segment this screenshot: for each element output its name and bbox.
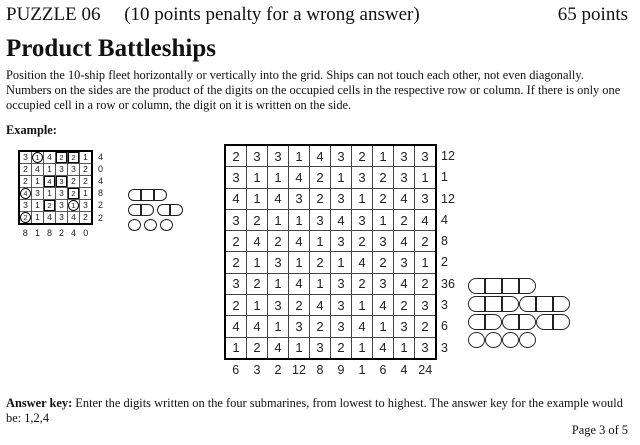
grid-cell: 1 <box>415 252 437 273</box>
grid-cell: 1 <box>331 167 352 188</box>
grid-cell: 1 <box>80 188 93 200</box>
grid-cell: 1 <box>247 188 268 209</box>
grid-row <box>225 188 436 209</box>
grid-cell: 3 <box>225 273 247 294</box>
row-clue: 8 <box>98 188 104 199</box>
grid-cell: 4 <box>310 145 331 167</box>
submarine-icon <box>502 332 519 348</box>
grid-cell: 3 <box>56 212 68 225</box>
fleet-row <box>128 219 186 231</box>
puzzle-grid <box>224 144 437 360</box>
grid-cell: 3 <box>268 295 289 316</box>
grid-cell: 4 <box>68 212 80 225</box>
grid-cell <box>32 151 44 164</box>
grid-cell: 3 <box>80 200 93 212</box>
grid-cell: 2 <box>352 145 373 167</box>
grid-cell: 4 <box>268 337 289 359</box>
battleship-icon <box>468 278 536 294</box>
grid-row <box>225 167 436 188</box>
submarine-mark: 2 <box>20 212 31 223</box>
row-clue: 0 <box>98 164 104 175</box>
destroyer-icon <box>536 314 570 330</box>
grid-cell <box>19 188 32 200</box>
grid-cell: 4 <box>225 316 247 337</box>
grid-cell: 4 <box>289 273 310 294</box>
grid-cell: 3 <box>247 145 268 167</box>
ship-segment-mark: 2 <box>56 152 67 163</box>
row-clue: 2 <box>98 200 104 211</box>
example-fleet <box>128 189 186 234</box>
row-clue: 2 <box>98 212 104 223</box>
grid-cell: 2 <box>247 273 268 294</box>
grid-row <box>19 188 92 200</box>
column-clue: 8 <box>46 228 52 238</box>
grid-row <box>19 151 92 164</box>
grid-cell: 3 <box>268 252 289 273</box>
grid-cell: 1 <box>44 188 56 200</box>
fleet-row <box>128 189 186 201</box>
grid-row <box>225 316 436 337</box>
grid-cell: 4 <box>289 231 310 252</box>
grid-cell: 1 <box>373 316 394 337</box>
grid-cell: 1 <box>32 200 44 212</box>
row-clue: 36 <box>441 276 455 291</box>
grid-cell: 1 <box>32 176 44 188</box>
grid-cell: 3 <box>394 252 415 273</box>
grid-cell: 3 <box>56 164 68 176</box>
column-clue: 0 <box>83 228 89 238</box>
grid-cell: 4 <box>225 188 247 209</box>
grid-row <box>225 145 436 167</box>
ship-segment-mark: 4 <box>44 176 55 187</box>
column-clue: 6 <box>379 362 387 377</box>
grid-cell: 3 <box>289 188 310 209</box>
grid-cell: 3 <box>56 200 68 212</box>
grid-cell: 2 <box>80 176 93 188</box>
column-clue: 9 <box>337 362 345 377</box>
grid-cell: 4 <box>32 164 44 176</box>
row-clue: 2 <box>441 255 448 270</box>
grid-cell: 3 <box>394 167 415 188</box>
grid-cell: 1 <box>44 164 56 176</box>
row-clue: 6 <box>441 319 448 334</box>
column-clue: 4 <box>70 228 76 238</box>
page-number: Page 3 of 5 <box>571 423 628 437</box>
grid-cell: 1 <box>247 252 268 273</box>
grid-row <box>19 212 92 225</box>
destroyer-icon <box>502 314 536 330</box>
column-clue: 8 <box>22 228 28 238</box>
row-clue: 1 <box>441 170 448 185</box>
destroyer-icon <box>157 204 183 216</box>
grid-cell: 2 <box>80 164 93 176</box>
grid-cell: 3 <box>19 200 32 212</box>
grid-cell: 3 <box>289 316 310 337</box>
submarine-icon <box>144 219 157 231</box>
example-grid <box>18 150 93 225</box>
grid-cell: 3 <box>415 188 437 209</box>
grid-row <box>225 231 436 252</box>
column-clue: 1 <box>34 228 40 238</box>
grid-cell: 1 <box>352 295 373 316</box>
fleet-row <box>468 296 570 312</box>
ship-segment-mark: 2 <box>68 188 79 199</box>
grid-cell: 4 <box>373 295 394 316</box>
grid-cell: 4 <box>44 151 56 164</box>
grid-cell: 2 <box>225 295 247 316</box>
grid-cell: 3 <box>415 337 437 359</box>
grid-cell <box>68 151 80 164</box>
answer-key <box>6 396 626 426</box>
row-clue: 8 <box>441 234 448 249</box>
cruiser-icon <box>128 189 167 201</box>
grid-cell: 1 <box>247 295 268 316</box>
cruiser-icon <box>519 296 570 312</box>
answer-key-text: Enter the digits written on the four submarines, from lowest to highest. The answer key for the example would be: 1,2,4 <box>6 396 623 425</box>
grid-cell: 1 <box>32 212 44 225</box>
column-clue: 12 <box>292 362 306 377</box>
grid-cell: 4 <box>268 188 289 209</box>
ship-segment-mark: 3 <box>56 176 67 187</box>
fleet-row <box>128 204 186 216</box>
grid-row <box>19 176 92 188</box>
submarine-icon <box>128 219 141 231</box>
grid-cell <box>56 176 68 188</box>
grid-cell: 3 <box>19 151 32 164</box>
grid-cell: 2 <box>80 212 93 225</box>
submarine-icon <box>468 332 485 348</box>
grid-cell: 4 <box>289 167 310 188</box>
grid-cell: 3 <box>394 145 415 167</box>
column-clue: 1 <box>358 362 366 377</box>
grid-cell: 3 <box>373 231 394 252</box>
grid-cell: 1 <box>415 167 437 188</box>
grid-cell: 3 <box>352 167 373 188</box>
column-clue: 4 <box>400 362 408 377</box>
grid-cell: 3 <box>331 295 352 316</box>
ship-segment-mark: 2 <box>68 152 79 163</box>
instructions-text: Position the 10-ship fleet horizontally or vertically into the grid. Ships can not touch each other, not even diagonally. Numbers on the sides are the product of the digits on the occupied cells in the respective row or column. If there is only one occupied cell in a row or column, the digit on it is written on the side. <box>6 68 621 112</box>
grid-row <box>225 337 436 359</box>
ship-segment-mark: 2 <box>44 200 55 211</box>
grid-cell: 2 <box>310 188 331 209</box>
grid-cell: 3 <box>331 316 352 337</box>
grid-cell <box>68 200 80 212</box>
grid-cell: 1 <box>352 337 373 359</box>
submarine-mark: 1 <box>32 152 43 163</box>
row-clue: 12 <box>441 191 455 206</box>
submarine-mark: 1 <box>68 200 79 211</box>
grid-cell: 3 <box>225 209 247 230</box>
grid-cell: 4 <box>247 316 268 337</box>
points-label: 65 points <box>557 4 628 25</box>
grid-cell: 2 <box>310 252 331 273</box>
grid-cell: 2 <box>225 252 247 273</box>
grid-cell: 1 <box>247 167 268 188</box>
column-clue: 2 <box>58 228 64 238</box>
grid-cell: 3 <box>352 209 373 230</box>
fleet-row <box>468 332 570 348</box>
grid-cell: 3 <box>331 145 352 167</box>
grid-cell <box>68 188 80 200</box>
grid-row <box>19 164 92 176</box>
destroyer-icon <box>128 204 154 216</box>
column-clue: 6 <box>232 362 240 377</box>
grid-cell <box>44 200 56 212</box>
grid-cell <box>19 212 32 225</box>
column-clue: 2 <box>274 362 282 377</box>
grid-cell: 1 <box>289 337 310 359</box>
grid-cell: 3 <box>331 188 352 209</box>
grid-cell: 2 <box>310 167 331 188</box>
grid-cell: 2 <box>225 145 247 167</box>
grid-cell: 3 <box>310 337 331 359</box>
grid-cell: 2 <box>415 231 437 252</box>
grid-cell: 1 <box>373 145 394 167</box>
grid-cell: 1 <box>268 209 289 230</box>
grid-cell <box>56 151 68 164</box>
grid-cell: 1 <box>289 252 310 273</box>
grid-cell: 3 <box>394 316 415 337</box>
cruiser-icon <box>468 296 519 312</box>
row-clue: 4 <box>98 176 104 187</box>
grid-cell: 3 <box>225 167 247 188</box>
grid-cell: 2 <box>373 167 394 188</box>
grid-cell: 2 <box>394 209 415 230</box>
grid-cell: 2 <box>415 316 437 337</box>
grid-cell: 4 <box>44 212 56 225</box>
grid-cell: 1 <box>268 273 289 294</box>
grid-row <box>225 252 436 273</box>
grid-cell: 3 <box>68 164 80 176</box>
answer-key-label: Answer key: <box>6 396 73 410</box>
puzzle-title: Product Battleships <box>6 35 216 62</box>
grid-cell: 4 <box>394 231 415 252</box>
grid-cell: 2 <box>19 164 32 176</box>
grid-cell: 1 <box>373 209 394 230</box>
submarine-icon <box>160 219 173 231</box>
grid-cell: 4 <box>310 295 331 316</box>
grid-cell: 3 <box>331 273 352 294</box>
grid-cell: 1 <box>268 316 289 337</box>
example-label: Example: <box>6 123 57 137</box>
grid-cell: 2 <box>373 188 394 209</box>
grid-cell: 4 <box>247 231 268 252</box>
grid-cell: 2 <box>247 209 268 230</box>
grid-row <box>225 209 436 230</box>
grid-cell: 3 <box>310 209 331 230</box>
grid-cell: 2 <box>310 316 331 337</box>
grid-cell: 1 <box>331 252 352 273</box>
grid-cell: 1 <box>310 231 331 252</box>
puzzle-header: PUZZLE 06 (10 points penalty for a wrong answer) <box>6 4 420 25</box>
grid-cell: 4 <box>394 188 415 209</box>
grid-cell: 3 <box>56 188 68 200</box>
submarine-mark: 4 <box>20 188 31 199</box>
submarine-icon <box>519 332 536 348</box>
grid-cell: 2 <box>352 231 373 252</box>
destroyer-icon <box>468 314 502 330</box>
grid-cell: 4 <box>415 209 437 230</box>
grid-cell <box>44 176 56 188</box>
row-clue: 4 <box>441 212 448 227</box>
grid-cell: 4 <box>394 273 415 294</box>
grid-cell: 3 <box>415 145 437 167</box>
grid-cell: 2 <box>225 231 247 252</box>
grid-cell: 4 <box>352 316 373 337</box>
grid-cell: 2 <box>415 273 437 294</box>
grid-cell: 2 <box>352 273 373 294</box>
grid-cell: 1 <box>310 273 331 294</box>
grid-cell: 4 <box>352 252 373 273</box>
grid-cell: 3 <box>415 295 437 316</box>
fleet-row <box>468 278 570 294</box>
grid-cell: 3 <box>268 145 289 167</box>
grid-cell: 2 <box>394 295 415 316</box>
submarine-icon <box>485 332 502 348</box>
grid-cell: 3 <box>331 231 352 252</box>
grid-cell: 3 <box>373 273 394 294</box>
grid-row <box>225 273 436 294</box>
grid-cell: 1 <box>289 209 310 230</box>
grid-row <box>225 295 436 316</box>
grid-cell: 2 <box>247 337 268 359</box>
grid-cell: 1 <box>394 337 415 359</box>
grid-cell: 2 <box>19 176 32 188</box>
grid-cell: 1 <box>352 188 373 209</box>
column-clue: 8 <box>316 362 324 377</box>
row-clue: 3 <box>441 340 448 355</box>
grid-cell: 3 <box>32 188 44 200</box>
grid-cell: 4 <box>373 337 394 359</box>
grid-cell: 1 <box>268 167 289 188</box>
puzzle-fleet <box>468 278 570 350</box>
grid-cell: 2 <box>331 337 352 359</box>
grid-row <box>19 200 92 212</box>
row-clue: 4 <box>98 152 104 163</box>
column-clue: 24 <box>418 362 433 377</box>
grid-cell: 4 <box>331 209 352 230</box>
grid-cell: 1 <box>80 151 93 164</box>
column-clue: 3 <box>253 362 261 377</box>
row-clue: 3 <box>441 298 448 313</box>
grid-cell: 2 <box>268 231 289 252</box>
grid-cell: 1 <box>289 145 310 167</box>
fleet-row <box>468 314 570 330</box>
grid-cell: 2 <box>373 252 394 273</box>
grid-cell: 2 <box>289 295 310 316</box>
row-clue: 12 <box>441 148 455 163</box>
grid-cell: 2 <box>68 176 80 188</box>
grid-cell: 1 <box>225 337 247 359</box>
